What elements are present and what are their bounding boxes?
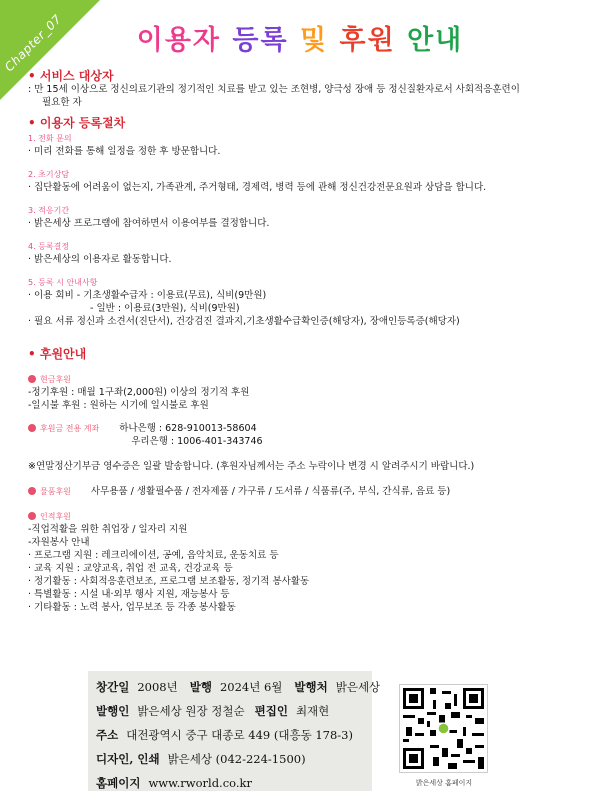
chapter-label: Chapter_07: [1, 11, 65, 75]
account-woori: 우리은행 : 1006-401-343746: [131, 436, 263, 447]
account-label: 후원금 전용 계좌: [28, 422, 99, 435]
step-label: 2. 초기상담: [28, 170, 70, 179]
goods-row: [28, 485, 576, 498]
required-docs: · 필요 서류 정신과 소견서(진단서), 건강검진 결과지,기초생활수급확인증(해당자), 장애인등록증(해당자): [28, 316, 460, 327]
step-text: · 밝은세상의 이용자로 활동합니다.: [28, 254, 172, 265]
account-numbers: [119, 422, 262, 448]
step-label: 5. 등록 시 안내사항: [28, 278, 98, 287]
title-word-1: 이용자: [136, 25, 221, 56]
bullet-icon: [28, 487, 36, 495]
publication-info: [88, 671, 381, 791]
pub-row-2: 발행인 밝은세상 원장 정철순 편집인 최재현: [96, 704, 330, 718]
bullet-icon: [28, 512, 36, 520]
pub-row-4: 디자인, 인쇄 밝은세상 (042-224-1500): [96, 752, 306, 766]
cash-regular: -정기후원 : 매월 1구좌(2,000원) 이상의 정기적 후원: [28, 387, 250, 398]
volunteer-item: · 기타활동 : 노력 봉사, 업무보조 등 각종 봉사활동: [28, 602, 236, 613]
service-target-text-cont: 필요한 자: [42, 97, 82, 108]
title-word-2: 등록: [232, 25, 289, 56]
bullet-icon: [28, 375, 36, 383]
qr-code-icon: [400, 685, 487, 772]
step-label: 4. 등록결정: [28, 242, 70, 251]
qr-code[interactable]: [399, 684, 488, 773]
section-heading-registration: • 이용자 등록절차: [28, 116, 126, 130]
main-content: [28, 70, 576, 614]
step-label: 1. 전화 문의: [28, 134, 72, 143]
bullet-icon: [28, 424, 36, 432]
volunteer-item: · 교육 지원 : 교양교육, 취업 전 교육, 건강교육 등: [28, 563, 233, 574]
fee-line-basic: · 이용 회비 - 기초생활수급자 : 이용료(무료), 식비(9만원): [28, 290, 267, 301]
step-label: 3. 적응기간: [28, 206, 70, 215]
human-job: -직업적활을 위한 취업장 / 일자리 지원: [28, 524, 188, 535]
goods-label: 물품후원: [28, 485, 71, 498]
human-sponsor-label: 인적후원: [28, 510, 576, 523]
fee-line-general: - 일반 : 이용료(3만원), 식비(9만원): [90, 303, 240, 314]
account-hana: 하나은행 : 628-910013-58604: [119, 423, 257, 434]
section-heading-service-target: • 서비스 대상자: [28, 69, 114, 83]
human-volunteer: -자원봉사 안내: [28, 537, 90, 548]
volunteer-item: · 특별활동 : 시설 내·외부 행사 지원, 재능봉사 등: [28, 589, 230, 600]
service-target-text: : 만 15세 이상으로 정신의료기관의 정기적인 치료를 받고 있는 조현병, 양극성 장애 등 정신질환자로서 사회적응훈련이: [28, 84, 520, 95]
step-text: · 밝은세상 프로그램에 참여하면서 이용여부를 결정합니다.: [28, 218, 270, 229]
account-row: [28, 422, 576, 448]
page-title: [0, 18, 600, 57]
cash-sponsor-label: 현금후원: [28, 373, 576, 386]
pub-row-5: 홈페이지 www.rworld.co.kr: [96, 776, 252, 790]
goods-text: 사무용품 / 생활필수품 / 전자제품 / 가구류 / 도서류 / 식품류(주, 부식, 간식류, 음료 등): [90, 486, 451, 497]
receipt-note: ※연말정산기부금 영수증은 일괄 발송합니다. (후원자님께서는 주소 누락이나 변경 시 알려주시기 바랍니다.): [28, 461, 475, 472]
title-word-4: 후원: [339, 25, 396, 56]
pub-row-1: 창간일 2008년 발행 2024년 6월 발행처 밝은세상: [96, 680, 381, 694]
volunteer-item: · 프로그램 지원 : 레크리에이션, 공예, 음악치료, 운동치료 등: [28, 550, 279, 561]
step-text: · 집단활동에 어려움이 없는지, 가족관계, 주거형태, 경제력, 병력 등에 관해 정신건강전문요원과 상담을 합니다.: [28, 182, 487, 193]
pub-row-3: 주소 대전광역시 중구 대종로 449 (대흥동 178-3): [96, 728, 353, 742]
title-word-5: 안내: [407, 25, 464, 56]
section-heading-sponsorship: • 후원안내: [28, 347, 87, 361]
volunteer-item: · 정기활동 : 사회적응훈련보조, 프로그램 보조활동, 정기적 봉사활동: [28, 576, 310, 587]
title-word-3: 및: [299, 25, 329, 56]
step-text: · 미리 전화를 통해 일정을 정한 후 방문합니다.: [28, 146, 221, 157]
qr-caption: 밝은세상 홈페이지: [415, 779, 473, 787]
cash-lump: -일시불 후원 : 원하는 시기에 일시불로 후원: [28, 400, 209, 411]
